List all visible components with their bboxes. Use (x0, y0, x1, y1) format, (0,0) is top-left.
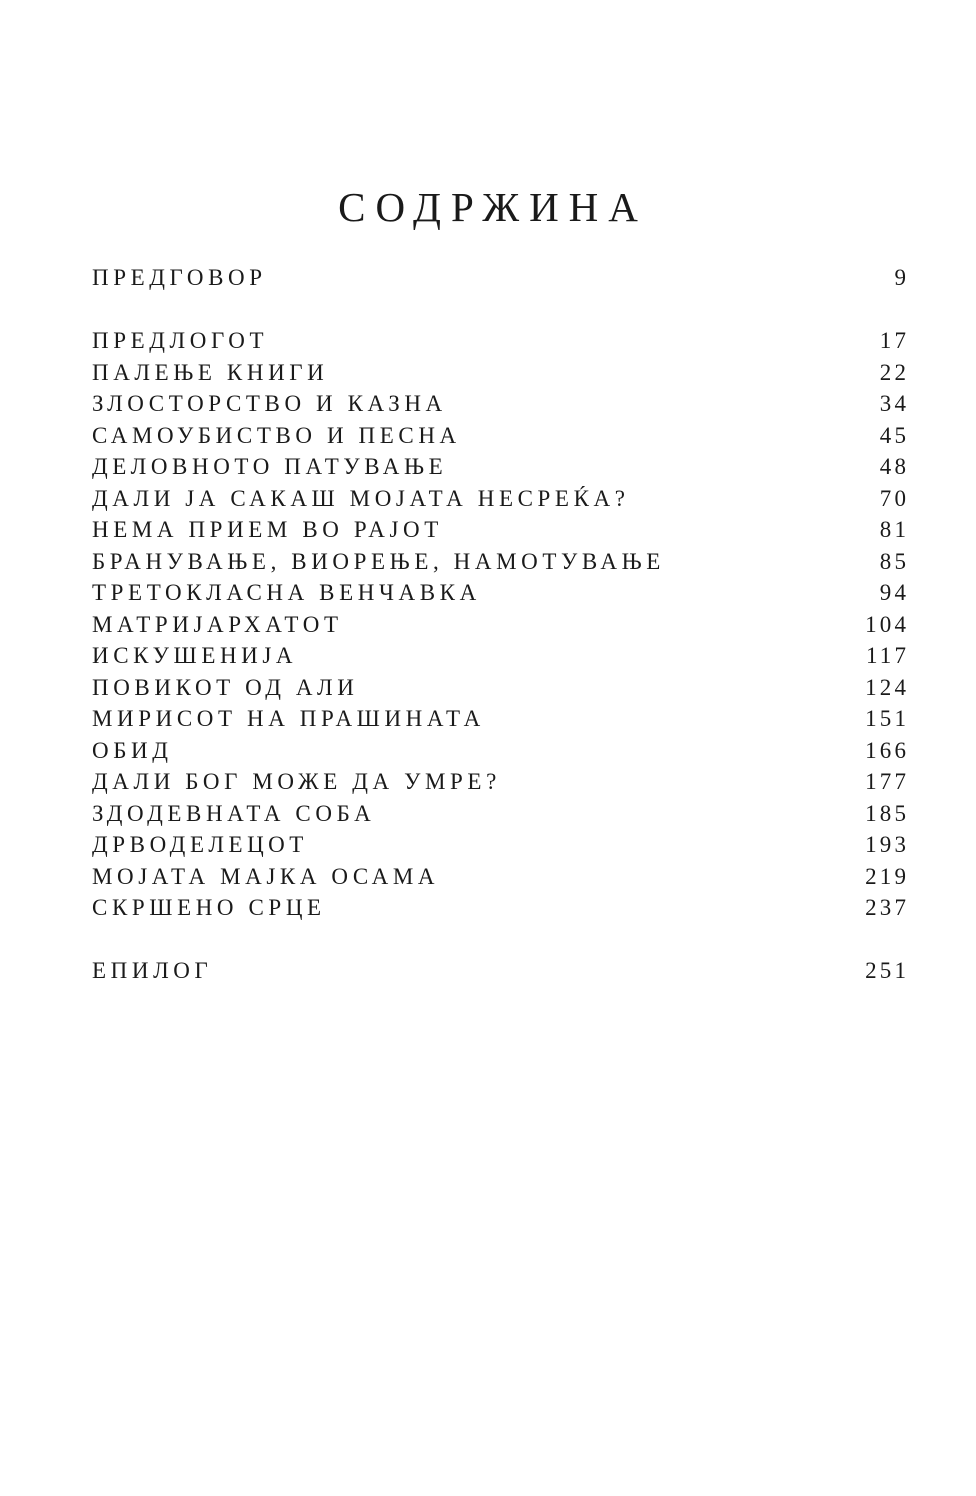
toc-entry-label: ЕПИЛОГ (92, 958, 213, 983)
toc-entry-page-number: 70 (879, 485, 910, 511)
toc-entry (92, 577, 910, 609)
toc-entry-page-number: 104 (865, 611, 910, 637)
toc-entry-label: ИСКУШЕНИЈА (92, 643, 298, 668)
toc-entry-page-number: 94 (879, 580, 910, 605)
toc-entry-label: ДРВОДЕЛЕЦОТ (92, 832, 308, 857)
toc-entry-page-number: 177 (865, 769, 910, 794)
toc-entry-page-number: 81 (879, 517, 910, 542)
toc-entry-page-number: 9 (894, 265, 910, 290)
toc-entry-label: ПРЕДГОВОР (92, 265, 267, 290)
toc-entry-label: МИРИСОТ НА ПРАШИНАТА (92, 706, 485, 731)
toc-entry (92, 735, 910, 767)
toc-entry-page-number: 124 (865, 674, 910, 700)
toc-entry (92, 798, 910, 830)
toc-entry-label: ЗЛОСТОРСТВО И КАЗНА (92, 391, 447, 416)
toc-entry-label: ДАЛИ ЈА САКАШ МОЈАТА НЕСРЕЌА? (92, 485, 630, 511)
toc-intro-section (92, 262, 910, 294)
toc-entry-page-number: 151 (865, 706, 910, 731)
toc-entry-page-number: 22 (879, 359, 910, 385)
toc-entry-label: ДЕЛОВНОТО ПАТУВАЊЕ (92, 454, 448, 479)
toc-entry (92, 546, 910, 578)
toc-entry-label: ПОВИКОТ ОД АЛИ (92, 674, 359, 700)
toc-entry-page-number: 45 (879, 422, 910, 448)
toc-entry-label: ОБИД (92, 737, 173, 763)
toc-entry (92, 672, 910, 704)
toc-entry (92, 325, 910, 357)
toc-entry-page-number: 219 (865, 863, 910, 889)
toc-entry-page-number: 17 (879, 328, 910, 353)
toc-entry-page-number: 237 (865, 895, 910, 920)
toc-entry (92, 483, 910, 515)
toc-entry-label: ПАЛЕЊЕ КНИГИ (92, 359, 329, 385)
toc-entry-label: САМОУБИСТВО И ПЕСНА (92, 422, 461, 448)
toc-entry-page-number: 251 (865, 958, 910, 983)
toc-entry-label: МОЈАТА МАЈКА ОСАМА (92, 863, 440, 889)
toc-entry-page-number: 85 (879, 548, 910, 574)
toc-entry-label: СКРШЕНО СРЦЕ (92, 895, 326, 920)
toc-entry (92, 829, 910, 861)
toc-entry (92, 703, 910, 735)
toc-entry-preface (92, 262, 910, 294)
toc-entry-page-number: 48 (879, 454, 910, 479)
toc-entry-page-number: 117 (865, 643, 910, 668)
toc-entry-label: ДАЛИ БОГ МОЖЕ ДА УМРЕ? (92, 769, 501, 794)
toc-entry-epilogue (92, 955, 910, 987)
toc-entry (92, 451, 910, 483)
toc-entry (92, 388, 910, 420)
page-title: СОДРЖИНА (338, 184, 648, 230)
toc-entry (92, 420, 910, 452)
toc-entry (92, 766, 910, 798)
toc-entry (92, 609, 910, 641)
toc-entry-page-number: 166 (865, 737, 910, 763)
toc-entry (92, 357, 910, 389)
toc-entry-label: НЕМА ПРИЕМ ВО РАЈОТ (92, 517, 443, 542)
toc-entry-label: МАТРИЈАРХАТОТ (92, 611, 343, 637)
toc-outro-section (92, 955, 910, 987)
toc-entry (92, 861, 910, 893)
toc-entry-label: ТРЕТОКЛАСНА ВЕНЧАВКА (92, 580, 481, 605)
toc-entry-label: ПРЕДЛОГОТ (92, 328, 269, 353)
toc-entry-label: БРАНУВАЊЕ, ВИОРЕЊЕ, НАМОТУВАЊЕ (92, 548, 665, 574)
toc-chapters-section (92, 325, 910, 924)
toc-entry-page-number: 193 (865, 832, 910, 857)
toc-entry (92, 514, 910, 546)
toc-entry-label: ЗДОДЕВНАТА СОБА (92, 800, 376, 826)
toc-entry (92, 640, 910, 672)
toc-entry-page-number: 185 (865, 800, 910, 826)
toc-entry (92, 892, 910, 924)
toc-entry-page-number: 34 (879, 391, 910, 416)
